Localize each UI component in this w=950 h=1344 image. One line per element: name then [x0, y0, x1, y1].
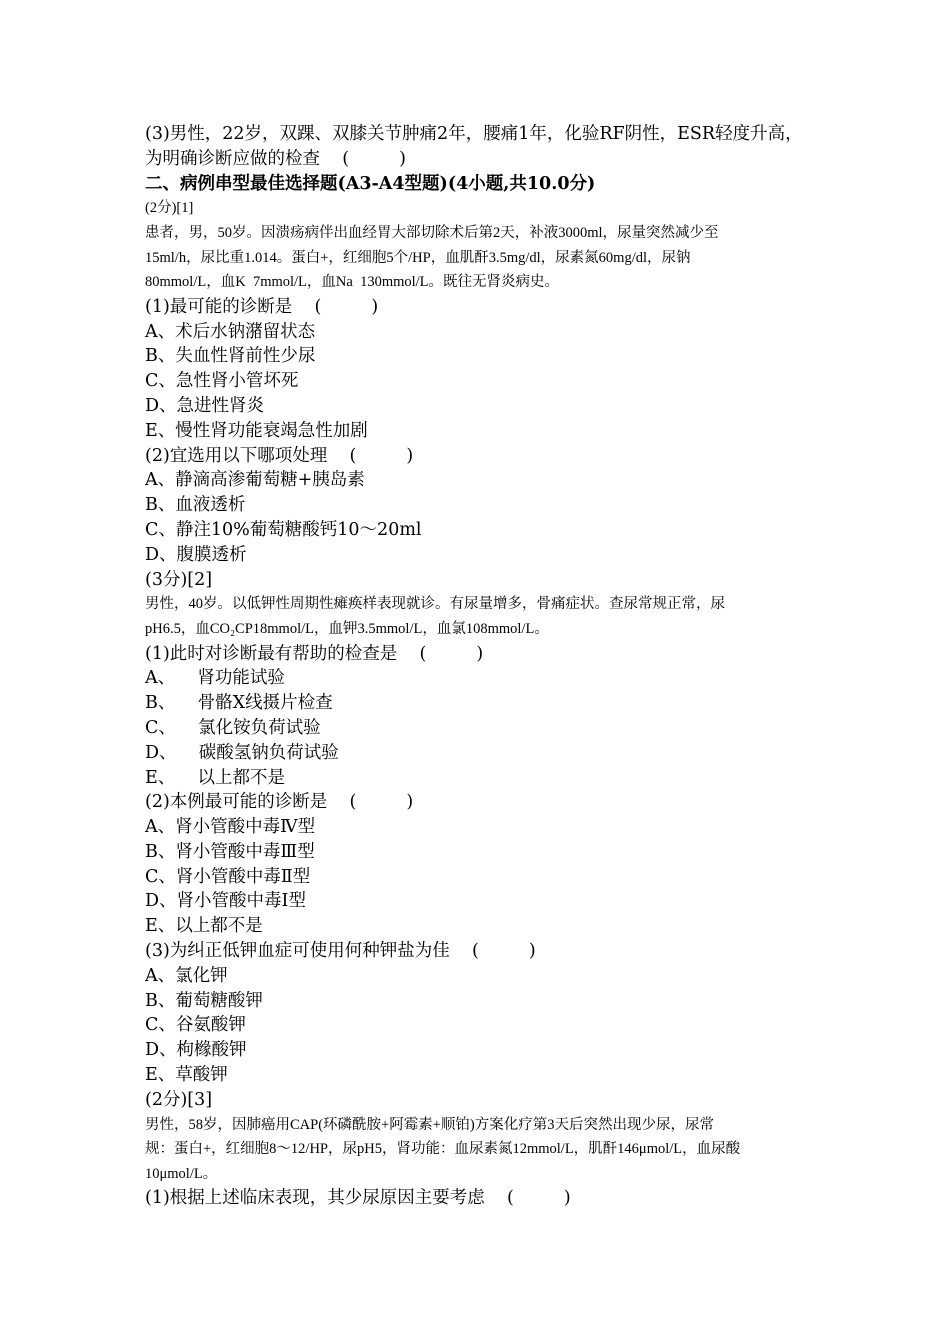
option: C、肾小管酸中毒Ⅱ型 — [145, 866, 311, 887]
option: C、急性肾小管坏死 — [145, 371, 299, 392]
option: A、 肾功能试验 — [145, 668, 285, 689]
option: D、腹膜透析 — [145, 544, 247, 565]
case-1-q2: (2)宜选用以下哪项处理 ( ) — [145, 445, 414, 466]
case-1-score: (2分)[1] — [145, 200, 194, 217]
case-2-text: pH6.5，血CO₂CP18mmol/L，血钾3.5mmol/L，血氯108mmol/L。 — [145, 620, 549, 637]
option: B、肾小管酸中毒Ⅲ型 — [145, 841, 315, 862]
option: E、慢性肾功能衰竭急性加剧 — [145, 420, 368, 441]
option: D、肾小管酸中毒Ⅰ型 — [145, 891, 306, 912]
case-3-text: 男性，58岁，因肺癌用CAP(环磷酰胺+阿霉素+顺铂)方案化疗第3天后突然出现少尿，尿常 — [145, 1116, 714, 1133]
case-3-text: 规：蛋白+，红细胞8～12/HP，尿pH5，肾功能：血尿素氮12mmol/L，肌酐146μmol/L，血尿酸 — [145, 1141, 741, 1158]
option: D、枸橼酸钾 — [145, 1040, 247, 1061]
option: A、术后水钠潴留状态 — [145, 321, 316, 342]
section-heading: 二、病例串型最佳选择题(A3-A4型题)(4小题,共10.0分) — [145, 173, 596, 194]
case-1-text: 患者，男，50岁。因溃疡病伴出血经胃大部切除术后第2天，补液3000ml，尿量突然减少至 — [145, 224, 719, 241]
option: A、静滴高渗葡萄糖+胰岛素 — [145, 470, 365, 491]
option: A、肾小管酸中毒Ⅳ型 — [145, 817, 316, 838]
option: B、 骨骼X线摄片检查 — [145, 693, 333, 714]
option: E、草酸钾 — [145, 1065, 228, 1086]
option: A、氯化钾 — [145, 965, 228, 986]
option: B、葡萄糖酸钾 — [145, 990, 263, 1011]
option: B、失血性肾前性少尿 — [145, 346, 316, 367]
case-2-q3: (3)为纠正低钾血症可使用何种钾盐为佳 ( ) — [145, 941, 536, 962]
option: D、 碳酸氢钠负荷试验 — [145, 742, 339, 763]
case-2-text: 男性，40岁。以低钾性周期性瘫痪样表现就诊。有尿量增多，骨痛症状。查尿常规正常，尿 — [145, 596, 725, 613]
question-3-stem-cont: 为明确诊断应做的检查 ( ) — [145, 148, 406, 169]
case-1-text: 15ml/h，尿比重1.014。蛋白+，红细胞5个/HP，血肌酐3.5mg/dl，尿素氮60mg/dl，尿钠 — [145, 249, 691, 266]
option: C、 氯化铵负荷试验 — [145, 717, 321, 738]
case-1-text: 80mmol/L，血K 7mmol/L，血Na 130mmol/L。既往无肾炎病史。 — [145, 274, 560, 291]
option: B、血液透析 — [145, 495, 246, 516]
case-3-text: 10μmol/L。 — [145, 1165, 218, 1182]
option: D、急进性肾炎 — [145, 395, 265, 416]
question-3-stem: (3)男性，22岁，双踝、双膝关节肿痛2年，腰痛1年，化验RF阴性，ESR轻度升高， — [145, 124, 803, 144]
option: E、以上都不是 — [145, 916, 263, 937]
case-2-q2: (2)本例最可能的诊断是 ( ) — [145, 792, 414, 813]
case-3-q1: (1)根据上述临床表现，其少尿原因主要考虑 ( ) — [145, 1188, 571, 1209]
option: C、静注10%葡萄糖酸钙10～20ml — [145, 519, 422, 540]
document-page — [145, 122, 825, 1211]
option: E、 以上都不是 — [145, 767, 286, 788]
case-2-q1: (1)此时对诊断最有帮助的检查是 ( ) — [145, 643, 484, 664]
case-1-q1: (1)最可能的诊断是 ( ) — [145, 296, 379, 317]
case-2-score: (3分)[2] — [145, 569, 213, 590]
option: C、谷氨酸钾 — [145, 1015, 246, 1036]
case-3-score: (2分)[3] — [145, 1089, 213, 1110]
